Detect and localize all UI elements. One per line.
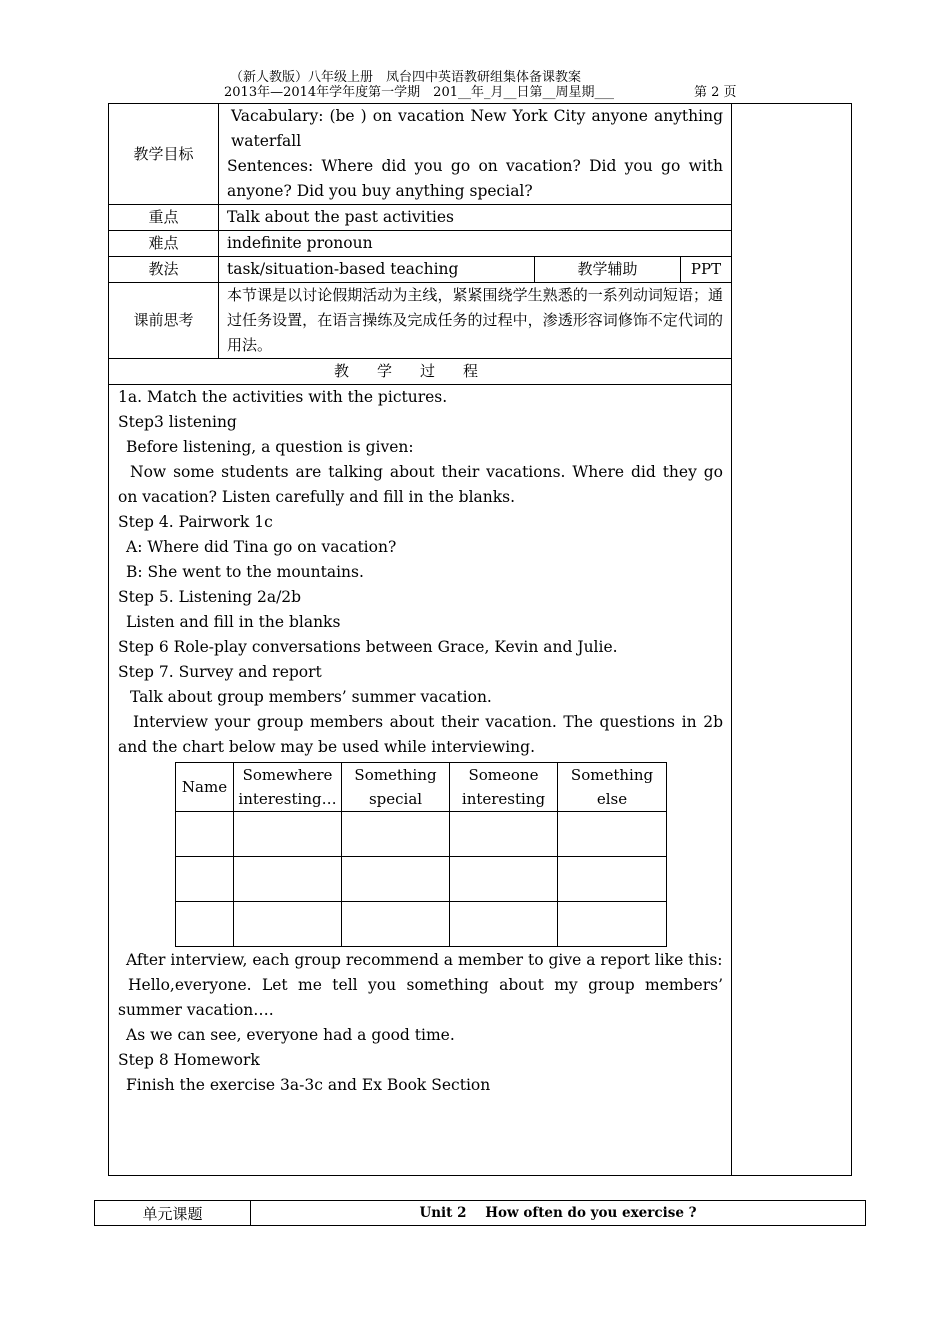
survey-cell[interactable] (176, 902, 234, 947)
process-line: Step 7. Survey and report (118, 663, 322, 681)
process-title: 教学过程 (109, 359, 732, 385)
process-line: Talk about group members’ summer vacation. (130, 688, 492, 706)
process-line: Step 4. Pairwork 1c (118, 513, 273, 531)
process-line: Finish the exercise 3a-3c and Ex Book Section (126, 1076, 491, 1094)
process-line: Before listening, a question is given: (126, 438, 414, 456)
difficulty-value: indefinite pronoun (219, 231, 732, 257)
process-line: B: She went to the mountains. (126, 563, 364, 581)
survey-cell[interactable] (234, 902, 342, 947)
survey-cell[interactable] (342, 857, 450, 902)
focus-value: Talk about the past activities (219, 205, 732, 231)
process-line: 1a. Match the activities with the pictures. (118, 388, 448, 406)
process-line: A: Where did Tina go on vacation? (126, 538, 397, 556)
unit-table (94, 1200, 866, 1226)
goals-label: 教学目标 (109, 104, 219, 205)
method-value: task/situation-based teaching (219, 257, 535, 283)
process-line: Step 6 Role-play conversations between Grace, Kevin and Julie. (118, 638, 618, 656)
survey-cell[interactable] (558, 812, 667, 857)
process-line: After interview, each group recommend a member to give a report like this: (126, 951, 723, 969)
process-line: Hello,everyone. Let me tell you something about my group members’ summer vacation…. (118, 976, 724, 1019)
survey-cell[interactable] (342, 902, 450, 947)
header-title: （新人教版）八年级上册 凤台四中英语教研组集体备课教案 (230, 70, 582, 85)
survey-cell[interactable] (558, 902, 667, 947)
process-line: Listen and fill in the blanks (126, 613, 341, 631)
process-line: Step 8 Homework (118, 1051, 260, 1069)
goals-vocabulary: Vacabulary: (be ) on vacation New York City anyone anything waterfall (231, 107, 724, 150)
survey-cell[interactable] (342, 812, 450, 857)
page-number: 第 2 页 (694, 85, 737, 100)
goals-sentences: Sentences: Where did you go on vacation? Did you go with anyone? Did you buy anything special? (227, 157, 724, 200)
survey-cell[interactable] (450, 902, 558, 947)
header-date: 2013年—2014年学年度第一学期 201__年_月__日第__周星期___ (224, 85, 614, 100)
survey-cell[interactable] (450, 812, 558, 857)
survey-cell[interactable] (234, 857, 342, 902)
goals-row (109, 104, 852, 205)
process-line: Now some students are talking about their vacations. Where did they go on vacation? Listen carefully and fill in the blanks. (118, 463, 724, 506)
survey-table (175, 762, 667, 947)
unit-title: Unit 2 How often do you exercise ? (251, 1201, 866, 1226)
unit-row (95, 1201, 866, 1226)
survey-cell[interactable] (234, 812, 342, 857)
survey-header-something-else: Something else (558, 763, 667, 812)
side-notes-column (732, 104, 852, 1176)
aid-value: PPT (681, 257, 732, 283)
aid-label: 教学辅助 (535, 257, 681, 283)
survey-header-somewhere: Somewhere interesting… (234, 763, 342, 812)
method-label: 教法 (109, 257, 219, 283)
lesson-plan-table (108, 103, 852, 1176)
reflect-label: 课前思考 (109, 283, 219, 359)
unit-label: 单元课题 (95, 1201, 251, 1226)
difficulty-label: 难点 (109, 231, 219, 257)
survey-cell[interactable] (558, 857, 667, 902)
survey-cell[interactable] (450, 857, 558, 902)
process-line: As we can see, everyone had a good time. (126, 1026, 455, 1044)
process-line: Step3 listening (118, 413, 237, 431)
survey-cell[interactable] (176, 812, 234, 857)
survey-header-something-special: Something special (342, 763, 450, 812)
process-line: Interview your group members about their vacation. The questions in 2b and the chart below may be used while interviewing. (118, 713, 724, 756)
survey-row (176, 902, 667, 947)
header-date-line (224, 81, 737, 100)
process-content (109, 385, 732, 1176)
survey-row (176, 812, 667, 857)
survey-cell[interactable] (176, 857, 234, 902)
survey-header-row (176, 763, 667, 812)
focus-label: 重点 (109, 205, 219, 231)
survey-header-someone: Someone interesting (450, 763, 558, 812)
goals-content (219, 104, 732, 205)
reflect-value: 本节课是以讨论假期活动为主线，紧紧围绕学生熟悉的一系列动词短语；通过任务设置，在语言操练及完成任务的过程中，渗透形容词修饰不定代词的用法。 (219, 283, 732, 359)
survey-row (176, 857, 667, 902)
process-line: Step 5. Listening 2a/2b (118, 588, 302, 606)
survey-header-name: Name (176, 763, 234, 812)
